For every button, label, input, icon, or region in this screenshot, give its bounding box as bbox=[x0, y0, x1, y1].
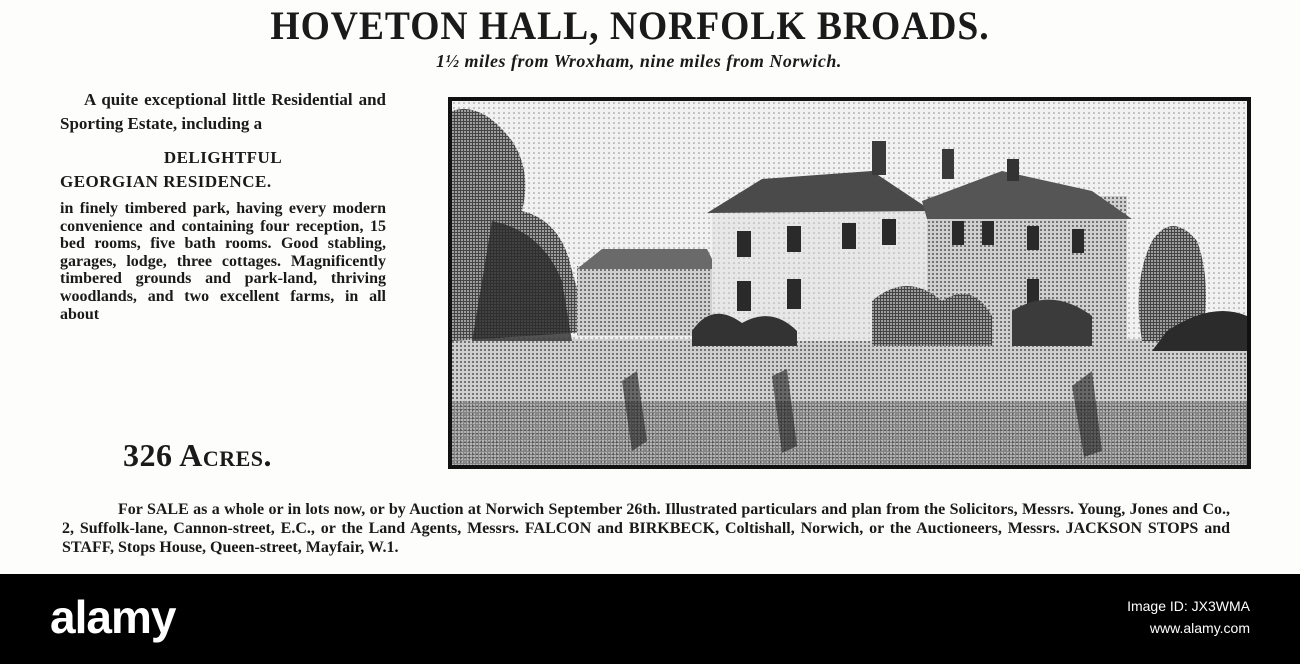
advert-headline: HOVETON HALL, NORFOLK BROADS. bbox=[270, 3, 990, 48]
feature-heading-delightful: DELIGHTFUL bbox=[163, 148, 283, 167]
house-photo-illustration bbox=[452, 101, 1247, 465]
estate-description-column bbox=[60, 88, 386, 323]
intro-text: A quite exceptional little Residential and Sporting Estate, including a bbox=[60, 90, 386, 133]
estate-description: in finely timbered park, having every modern convenience and containing four reception, 15 bed rooms, five bath rooms. Good stabling, garages, lodge, three cottages. Magnificently timbered grounds and park-land, thriving woodlands, and two excellent farms, in all about bbox=[60, 200, 386, 323]
hall-photograph bbox=[448, 97, 1251, 469]
watermark-footer bbox=[0, 574, 1300, 664]
advert-subheadline: 1½ miles from Wroxham, nine miles from Norwich. bbox=[436, 51, 842, 71]
image-id-label: Image ID: JX3WMA bbox=[1127, 598, 1250, 614]
website-label: www.alamy.com bbox=[1149, 620, 1250, 636]
alamy-logo: alamy bbox=[50, 591, 176, 643]
feature-heading-georgian: GEORGIAN RESIDENCE. bbox=[60, 172, 272, 191]
sale-details: For SALE as a whole or in lots now, or by Auction at Norwich September 26th. Illustrated particulars and plan from the Solicitors, Messrs. Young, Jones and Co., 2, Suffolk-lane, Cannon-street, E.C., or the Land Agents, Messrs. FALCON and BIRKBECK, Coltishall, Norwich, or the Auctioneers, Messrs. JACKSON STOPS and STAFF, Stops House, Queen-street, Mayfair, W.1. bbox=[62, 501, 1230, 556]
acreage: 326 Acres. bbox=[123, 437, 273, 473]
